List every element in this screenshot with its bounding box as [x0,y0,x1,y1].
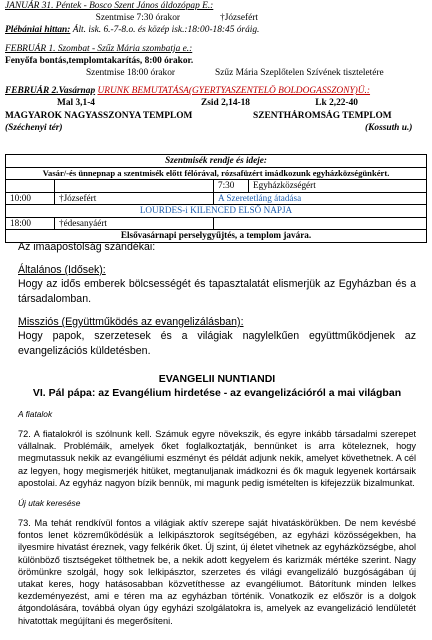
section-heading-youth: A fiatalok [18,409,53,419]
article-subtitle: VI. Pál pápa: az Evangélium hirdetése - az evangelizációról a mai világban [32,387,402,399]
mass-schedule-table [5,154,427,243]
feb1-mass-line [5,67,427,79]
general-intention-label: Általános (Idősek): [18,264,106,276]
section-heading-new-ways: Új utak keresése [18,498,81,509]
readings [5,97,427,109]
church-1-location: (Széchenyi tér) [5,122,63,133]
jan31-heading: JANUÁR 31. Péntek - Bosco Szent János áldozópap E.: [5,1,214,11]
schedule-header: Szentmisék rendje és ideje: [6,155,427,168]
feb2-feast: URUNK BEMUTATÁSA(GYERTYASZENTELŐ BOLDOGASSZONY)Ü.: [97,86,371,97]
row2-intent2: A Szeretetláng átadása [214,192,427,205]
feb1-mass: Szentmise 18:00 órakor [85,68,175,79]
row2-time: 10:00 [6,192,55,205]
jan31-intent: †Józsefért [220,13,259,24]
church-2: SZENTHÁROMSÁG TEMPLOM [253,110,392,121]
paragraph-73: 73. Ma tehát rendkívül fontos a világiak aktív szerepe saját hivatáskörükben. De nem kevésbé fontos lenet közreműködésük a lelkipásztorok segítségében, az egyházi közösségekben, ha ilyesmire hivatást éreznek, vagy felkérik őket. Új szint, új életet vihetnek az egyházközségbe, ahol különböző tisztségeket tölthetnek be, a nekik adott kegyelem és karizmák mértéke szerint. Nagy örömünkre szolgál, hogy sok lelkipásztor, szerzetes és világi evangelizáló buzgóságában új utakat keres, hogy hatásosabban közvetíthesse az evangéliumot. Bátorítunk minden lelkes kezdeményezést, ami e téren ma az egyházban történik. Vonatkozik ez először is a dolgok átgondolására, továbbá olyan úgy egyházi szolgálatokra is, amelyek az evangelizáció lendületét hivatottak megújítani és megerősíteni. [18,518,416,626]
row3-intent: †édesanyáért [55,217,214,230]
feb1-intent: Szűz Mária Szeplőtelen Szívének tiszteletére [215,68,384,79]
announcements [5,0,427,134]
prayer-intro: Az imaapostolság szándékai: [18,241,156,253]
plebania-line [5,24,427,36]
row1-time2: 7:30 [214,180,249,193]
table-row [6,192,427,205]
table-row [6,180,427,193]
feb1-event: Fenyőfa bontás,templomtakarítás, 8:00 órakor. [5,55,194,66]
plebania-label: Plébániai hittan: [5,25,71,36]
row1-intent [55,180,214,193]
article-title: EVANGELII NUNTIANDI [158,373,276,385]
schedule-note: Vasár/-és ünnepnap a szentmisék előtt félórával, rózsafüzért imádkozunk egyházközségünkért. [6,167,427,180]
feb1-heading: FEBRUÁR 1. Szombat - Szűz Mária szombatja e.: [5,43,193,54]
row3-empty [214,217,427,230]
table-row [6,217,427,230]
row2-intent: †Józsefért [55,192,214,205]
jan31-mass: Szentmise 7:30 órakor [95,13,180,24]
plebania-text: Ált. isk. 6.-7-8.o. és közép isk.:18:00-18:45 óráig. [72,25,260,36]
feb2-heading [5,85,427,97]
lourdes-row: LOURDES-i KILENCED ELSŐ NAPJA [6,205,427,218]
jan31-mass-line [5,12,427,24]
feb2-head: FEBRUÁR 2.Vasárnap [5,86,96,97]
row3-time: 18:00 [6,217,55,230]
reading-3: Lk 2,22-40 [315,98,358,109]
mission-intention-text: Hogy papok, szerzetesek és a világiak nagylelkűen együttműködjenek az evangelizációs küldetésben. [18,330,416,357]
row1-time [6,180,55,193]
reading-2: Zsid 2,14-18 [201,98,250,109]
church-1: MAGYAROK NAGYASSZONYA TEMPLOM [5,110,193,121]
main-text [18,240,416,627]
general-intention-text: Hogy az idős emberek bölcsességét és tapasztalatát elismerjük az Egyházban és a társadalomban. [18,278,416,305]
collection-row: Elsővasárnapi perselygyűjtés, a templom javára. [6,230,427,243]
reading-1: Mal 3,1-4 [56,98,95,109]
churches [5,110,427,122]
paragraph-72: 72. A fiatalokról is szólnunk kell. Számuk egyre növekszik, és egyre inkább társadalmi szerepet vállalnak. Problémáik, amelyek őket foglalkoztatják, bennünket is arra köteleznek, hogy megmutassuk nekik az evangéliumi eszményt és példát adjunk nekik, amelyet követhetnek. A cél az legyen, hogy megismerjék hitüket, megtanuljanak imádkozni és ők maguk legyenek kortársaik apostolai. Az egyház nagyon bízik bennük, mi magunk pedig ismételten is kifejezzük bizalmunkat. [18,429,416,488]
church-2-location: (Kossuth u.) [365,122,413,133]
church-locations [5,122,427,134]
row1-intent2: Egyházközségért [249,180,427,193]
mission-intention-label: Missziós (Együttműködés az evangelizálásban): [18,316,244,328]
